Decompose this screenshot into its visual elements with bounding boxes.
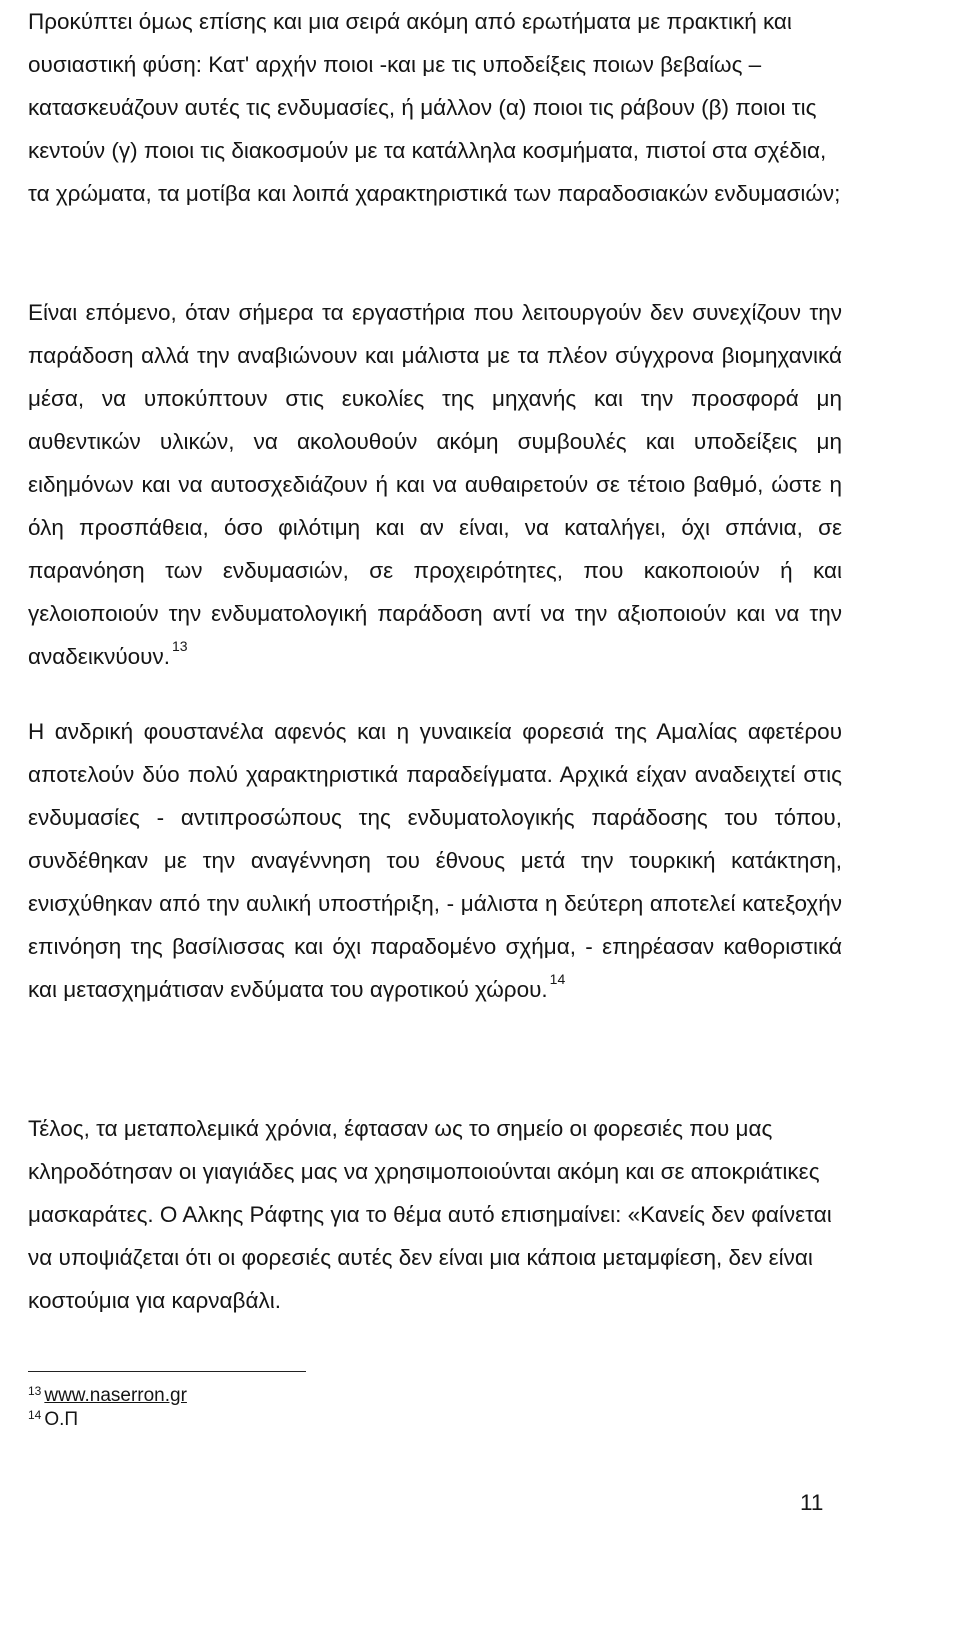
- paragraph-1: [28, 0, 842, 215]
- footnote-13: [28, 1384, 187, 1408]
- footnote-14-number: 14: [28, 1408, 42, 1422]
- footnote-reference-13[interactable]: 13: [171, 638, 188, 654]
- footnote-14: [28, 1408, 187, 1432]
- footnote-13-link[interactable]: www.naserron.gr: [44, 1385, 187, 1406]
- footnotes-section: [28, 1384, 187, 1432]
- paragraph-3-text: Η ανδρική φουστανέλα αφενός και η γυναικεία φορεσιά της Αμαλίας αφετέρου αποτελούν δύο πολύ χαρακτηριστικά παραδείγματα. Αρχικά είχαν αναδειχτεί στις ενδυμασίες - αντιπροσώπους της ενδυματολογικής παράδοσης του τόπου, συνδέθηκαν με την αναγέννηση του έθνους μετά την τουρκική κατάκτηση, ενισχύθηκαν από την αυλική υποστήριξη, - μάλιστα η δεύτερη αποτελεί κατεξοχήν επινόηση της βασίλισσας και όχι παραδομένο σχήμα, - επηρέασαν καθοριστικά και μετασχημάτισαν ενδύματα του αγροτικού χώρου.: [28, 719, 842, 1002]
- footnote-14-text: Ο.Π: [44, 1409, 79, 1430]
- page-number: 11: [800, 1490, 824, 1515]
- paragraph-1-text: Προκύπτει όμως επίσης και μια σειρά ακόμη από ερωτήματα με πρακτική και ουσιαστική φύση: Κατ' αρχήν ποιοι -και με τις υποδείξεις ποιων βεβαίως – κατασκευάζουν αυτές τις ενδυμασίες, ή μάλλον (α) ποιοι τις ράβουν (β) ποιοι τις κεντούν (γ) ποιοι τις διακοσμούν με τα κατάλληλα κοσμήματα, πιστοί στα σχέδια, τα χρώματα, τα μοτίβα και λοιπά χαρακτηριστικά των παραδοσιακών ενδυμασιών;: [28, 9, 841, 206]
- paragraph-4: [28, 1107, 842, 1322]
- footnote-separator: [28, 1371, 306, 1372]
- paragraph-4-text: Τέλος, τα μεταπολεμικά χρόνια, έφτασαν ως το σημείο οι φορεσιές που μας κληροδότησαν οι γιαγιάδες μας να χρησιμοποιούνται ακόμη και σε αποκριάτικες μασκαράτες. Ο Αλκης Ράφτης για το θέμα αυτό επισημαίνει: «Κανείς δεν φαίνεται να υποψιάζεται ότι οι φορεσιές αυτές δεν είναι μια κάποια μεταμφίεση, δεν είναι κοστούμια για καρναβάλι.: [28, 1116, 832, 1313]
- paragraph-2: [28, 291, 842, 678]
- paragraph-3: [28, 710, 842, 1011]
- footnote-reference-14[interactable]: 14: [549, 971, 566, 987]
- paragraph-2-text: Είναι επόμενο, όταν σήμερα τα εργαστήρια που λειτουργούν δεν συνεχίζουν την παράδοση αλλά την αναβιώνουν και μάλιστα με τα πλέον σύγχρονα βιομηχανικά μέσα, να υποκύπτουν στις ευκολίες της μηχανής και την προσφορά μη αυθεντικών υλικών, να ακολουθούν ακόμη συμβουλές και υποδείξεις μη ειδημόνων και να αυτοσχεδιάζουν ή και να αυθαιρετούν σε τέτοιο βαθμό, ώστε η όλη προσπάθεια, όσο φιλότιμη και αν είναι, να καταλήγει, όχι σπάνια, σε παρανόηση των ενδυμασιών, σε προχειρότητες, που κακοποιούν ή και γελοιοποιούν την ενδυματολογική παράδοση αντί να την αξιοποιούν και να την αναδεικνύουν.: [28, 300, 842, 669]
- footnote-13-number: 13: [28, 1384, 42, 1398]
